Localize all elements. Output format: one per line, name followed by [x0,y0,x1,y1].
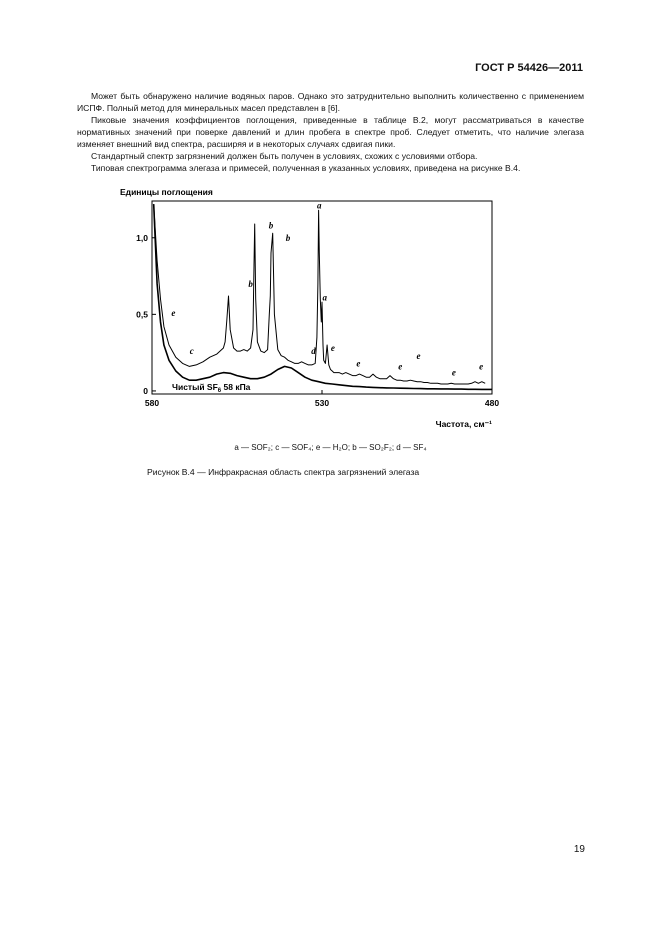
peak-label: d [311,346,316,357]
y-axis-title: Единицы поглощения [120,187,213,197]
y-tick-label: 0,5 [136,309,148,320]
peak-label: e [356,358,361,369]
peak-label: e [416,350,421,361]
paragraph: Типовая спектрограмма элегаза и примесей, полученная в указанных условиях, приведена на рисунке В.4. [91,163,521,173]
x-axis-title: Частота, см⁻¹ [435,419,492,429]
figure-legend: a — SOF₂; c — SOF₄; e — H₂O; b — SO₂F₂; d — SF₄ [234,443,427,452]
body-text [77,90,584,174]
page-number: 19 [573,844,585,855]
x-tick-label: 480 [484,398,500,408]
y-tick-label: 1,0 [136,232,148,243]
peak-label: b [248,278,253,289]
peak-label: e [451,367,456,378]
peak-label: e [330,343,335,354]
peak-label: b [285,232,291,243]
spectrum-chart [118,183,518,433]
x-tick-label: 530 [314,398,330,408]
y-tick-label: 0 [143,385,148,396]
x-tick-label: 580 [144,398,160,408]
figure-caption: Рисунок В.4 — Инфракрасная область спектра загрязнений элегаза [147,467,420,477]
paragraph: Пиковые значения коэффициентов поглощения, приведенные в таблице В.2, могут рассматриваться в качестве нормативных значений при поверке давлений и длин пробега в спектре проб. Следует отметить, что наличие элегаза изменяет внешний вид спектра, расширяя и в некоторых случаях сдвигая пики. [77,115,584,149]
x-ticks [145,390,499,408]
ir-spectrum-figure [118,183,518,433]
peak-label: e [398,361,403,372]
impurity-spectrum-line [154,204,486,384]
peak-label: a [322,292,327,303]
sf6-annotation: Чистый $SF_6$ 58 кПа [172,382,251,394]
peak-label: c [189,346,194,357]
standard-header: ГОСТ Р 54426—2011 [475,62,583,74]
y-ticks [136,233,156,396]
peak-label: e [479,361,484,372]
peak-label: a [317,200,322,211]
peak-label: e [171,307,176,318]
peak-label: b [268,220,274,231]
paragraph: Стандартный спектр загрязнений должен быть получен в условиях, схожих с условиями отбора. [91,151,478,161]
paragraph: Может быть обнаружено наличие водяных паров. Однако это затруднительно выполнить количественно с применением ИСПФ. Полный метод для минеральных масел представлен в [6]. [77,91,584,113]
